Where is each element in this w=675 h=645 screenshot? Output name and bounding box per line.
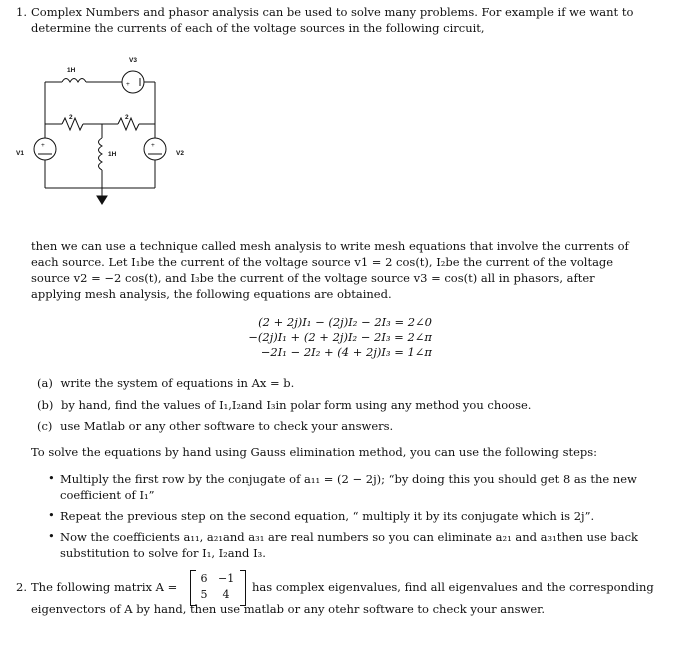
bullet-dot-2: • bbox=[48, 508, 55, 522]
problem-2-tail-line1: has complex eigenvalues, find all eigenvalues and the corresponding bbox=[252, 580, 654, 594]
bullet-dot-3: • bbox=[48, 529, 55, 543]
label-v1-plus: + bbox=[41, 142, 45, 149]
problem-1-intro: Complex Numbers and phasor analysis can be used to solve many problems. For example if we want to determine the currents of each of the voltage sources in the following circuit, bbox=[31, 5, 634, 35]
equation-1: (2 + 2j)I₁ − (2j)I₂ − 2I₃ = 2∠0 bbox=[258, 315, 432, 329]
top-inductor-symbol bbox=[62, 79, 86, 83]
problem-1-number: 1. bbox=[16, 5, 27, 19]
label-resistor-right: 2 bbox=[125, 114, 129, 121]
part-a-text: write the system of equations in Ax = b. bbox=[60, 376, 295, 390]
step-2: Repeat the previous step on the second equation, “ multiply it by its conjugate which is 2j”. bbox=[60, 509, 595, 523]
label-v3-plus: + bbox=[126, 81, 130, 88]
label-resistor-left: 2 bbox=[69, 114, 73, 121]
equation-2: −(2j)I₁ + (2 + 2j)I₂ − 2I₃ = 2∠π bbox=[248, 330, 432, 344]
label-top-inductor: 1H bbox=[67, 67, 76, 74]
matrix-cell-22: 4 bbox=[222, 588, 230, 601]
part-b-text: by hand, find the values of I₁,I₂and I₃in polar form using any method you choose. bbox=[61, 398, 532, 412]
label-v1: V1 bbox=[16, 150, 24, 157]
part-a bbox=[37, 375, 647, 391]
gauss-intro: To solve the equations by hand using Gauss elimination method, you can use the following steps: bbox=[31, 445, 598, 459]
part-c bbox=[37, 418, 647, 434]
v2-source-symbol bbox=[144, 138, 166, 160]
label-mid-inductor: 1H bbox=[108, 151, 117, 158]
problem-2-lead: The following matrix A = bbox=[31, 580, 178, 594]
equation-3: −2I₁ − 2I₂ + (4 + 2j)I₃ = 1∠π bbox=[260, 345, 432, 359]
part-b bbox=[37, 397, 647, 413]
part-c-text: use Matlab or any other software to check your answers. bbox=[60, 419, 394, 433]
label-v2-plus: + bbox=[151, 142, 155, 149]
part-b-label: (b) bbox=[37, 398, 54, 412]
matrix-cell-21: 5 bbox=[200, 588, 208, 601]
problem-2-tail-line2: eigenvectors of A by hand, then use matlab or any otehr software to check your answer. bbox=[31, 602, 546, 616]
circuit-diagram bbox=[0, 44, 240, 214]
step-1: Multiply the first row by the conjugate of a₁₁ = (2 − 2j); “by doing this you should get 8 as the new coefficient of I₁” bbox=[60, 472, 637, 502]
matrix-cell-11: 6 bbox=[200, 572, 208, 585]
bullet-dot-1: • bbox=[48, 471, 55, 485]
problem-2-number: 2. bbox=[16, 580, 27, 594]
matrix-cell-12: −1 bbox=[218, 572, 235, 585]
label-v2: V2 bbox=[176, 150, 184, 157]
ground-icon bbox=[97, 196, 107, 204]
mid-inductor-symbol bbox=[99, 138, 103, 170]
part-a-label: (a) bbox=[37, 376, 53, 390]
label-v3: V3 bbox=[129, 57, 137, 64]
part-c-label: (c) bbox=[37, 419, 53, 433]
step-3: Now the coefficients a₁₁, a₂₁and a₃₁ are real numbers so you can eliminate a₂₁ and a₃₁then use back substitution to solve for I₁, I₂and I₃. bbox=[60, 530, 639, 560]
v1-source-symbol bbox=[34, 138, 56, 160]
problem-1-body: then we can use a technique called mesh analysis to write mesh equations that involve the currents of each source. Let I₁be the current of the voltage source v1 = 2 cos(t), I₂be the current of the voltage source v2 = −2 cos(t), and I₃be the current of the voltage source v3 = cos(t) all in phasors, after applying mesh analysis, the following equations are obtained. bbox=[31, 239, 629, 301]
